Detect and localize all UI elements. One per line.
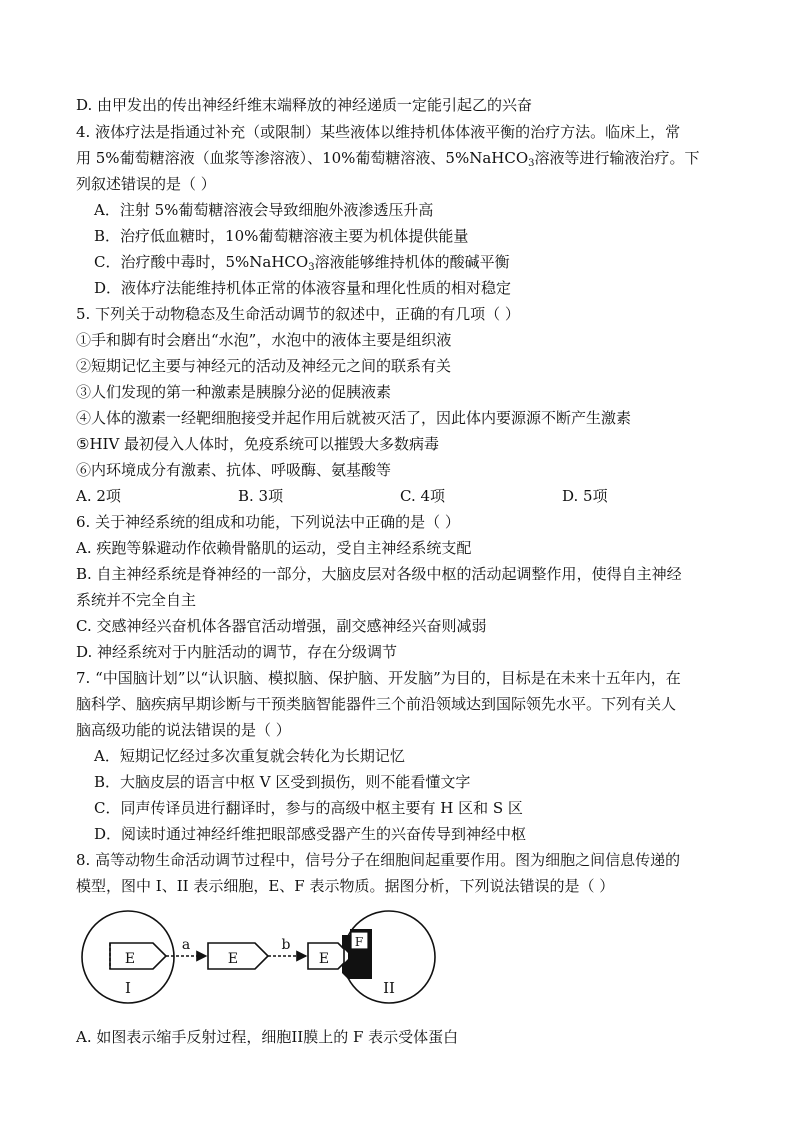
q5-item: ③人们发现的第一种激素是胰腺分泌的促胰液素 — [76, 383, 392, 401]
q4-option-c: C．治疗酸中毒时，5%NaHCO$_3$溶液能够维持机体的酸碱平衡 — [94, 253, 510, 273]
label-f: F — [354, 935, 364, 949]
q4-stem-line2: 用 5%葡萄糖溶液（血浆等渗溶液）、10%葡萄糖溶液、5%NaHCO$_3$溶液等进行输液治疗。下 — [76, 149, 700, 169]
q6-option-c: C. 交感神经兴奋机体各器官活动增强，副交感神经兴奋则减弱 — [76, 617, 487, 635]
q5-item: ⑤HIV 最初侵入人体时，免疫系统可以摧毁大多数病毒 — [76, 435, 440, 453]
cell-signaling-diagram — [80, 905, 450, 1015]
q5-item: ①手和脚有时会磨出“水泡”，水泡中的液体主要是组织液 — [76, 331, 452, 349]
q5-option-b: B. 3项 — [238, 487, 284, 505]
q5-option-a: A. 2项 — [76, 487, 121, 505]
q7-stem-line2: 脑科学、脑疾病早期诊断与干预类脑智能器件三个前沿领域达到国际领先水平。下列有关人 — [76, 695, 677, 713]
q7-stem-line3: 脑高级功能的说法错误的是（ ） — [76, 721, 291, 739]
label-cell-ii: II — [383, 979, 395, 997]
q5-option-d: D. 5项 — [562, 487, 608, 505]
q5-item: ②短期记忆主要与神经元的活动及神经元之间的联系有关 — [76, 357, 452, 375]
label-e-1: E — [124, 951, 136, 967]
label-cell-i: I — [125, 979, 131, 997]
q8-option-a: A. 如图表示缩手反射过程，细胞II膜上的 F 表示受体蛋白 — [76, 1028, 459, 1046]
q7-option-c: C．同声传译员进行翻译时，参与的高级中枢主要有 H 区和 S 区 — [94, 799, 523, 817]
label-e-2: E — [227, 951, 239, 967]
q4-stem-line1: 4. 液体疗法是指通过补充（或限制）某些液体以维持机体体液平衡的治疗方法。临床上，常 — [76, 123, 681, 141]
q7-stem-line1: 7. “中国脑计划”以“认识脑、模拟脑、保护脑、开发脑”为目的，目标是在未来十五年内，在 — [76, 669, 681, 687]
q7-option-a: A．短期记忆经过多次重复就会转化为长期记忆 — [94, 747, 405, 765]
q6-stem: 6. 关于神经系统的组成和功能，下列说法中正确的是（ ） — [76, 513, 460, 531]
q4-stem-line3: 列叙述错误的是（ ） — [76, 175, 216, 193]
q6-option-b-line1: B. 自主神经系统是脊神经的一部分，大脑皮层对各级中枢的活动起调整作用，使得自主神经 — [76, 565, 682, 583]
q6-option-d: D. 神经系统对于内脏活动的调节，存在分级调节 — [76, 643, 398, 661]
label-e-3: E — [318, 951, 330, 967]
q8-stem-line2: 模型，图中 I、II 表示细胞，E、F 表示物质。据图分析，下列说法错误的是（ ） — [76, 877, 615, 895]
q6-option-b-line2: 系统并不完全自主 — [76, 591, 197, 609]
q4-option-d: D．液体疗法能维持机体正常的体液容量和理化性质的相对稳定 — [94, 279, 512, 297]
q5-option-c: C. 4项 — [400, 487, 446, 505]
q8-stem-line1: 8. 高等动物生命活动调节过程中，信号分子在细胞间起重要作用。图为细胞之间信息传递的 — [76, 851, 681, 869]
q7-option-d: D．阅读时通过神经纤维把眼部感受器产生的兴奋传导到神经中枢 — [94, 825, 527, 843]
q5-stem: 5. 下列关于动物稳态及生命活动调节的叙述中，正确的有几项（ ） — [76, 305, 520, 323]
label-arrow-b: b — [281, 937, 291, 953]
q7-option-b: B．大脑皮层的语言中枢 V 区受到损伤，则不能看懂文字 — [94, 773, 471, 791]
q6-option-a: A. 疾跑等躲避动作依赖骨骼肌的运动，受自主神经系统支配 — [76, 539, 472, 557]
label-arrow-a: a — [181, 937, 191, 953]
q5-item: ④人体的激素一经靶细胞接受并起作用后就被灭活了，因此体内要源源不断产生激素 — [76, 409, 632, 427]
q4-option-a: A．注射 5%葡萄糖溶液会导致细胞外液渗透压升高 — [94, 201, 434, 219]
q5-item: ⑥内环境成分有激素、抗体、呼吸酶、氨基酸等 — [76, 461, 392, 479]
q3-option-d: D. 由甲发出的传出神经纤维末端释放的神经递质一定能引起乙的兴奋 — [76, 96, 533, 114]
signal-e-in-cell-i — [110, 943, 166, 969]
q4-option-b: B．治疗低血糖时，10%葡萄糖溶液主要为机体提供能量 — [94, 227, 469, 245]
